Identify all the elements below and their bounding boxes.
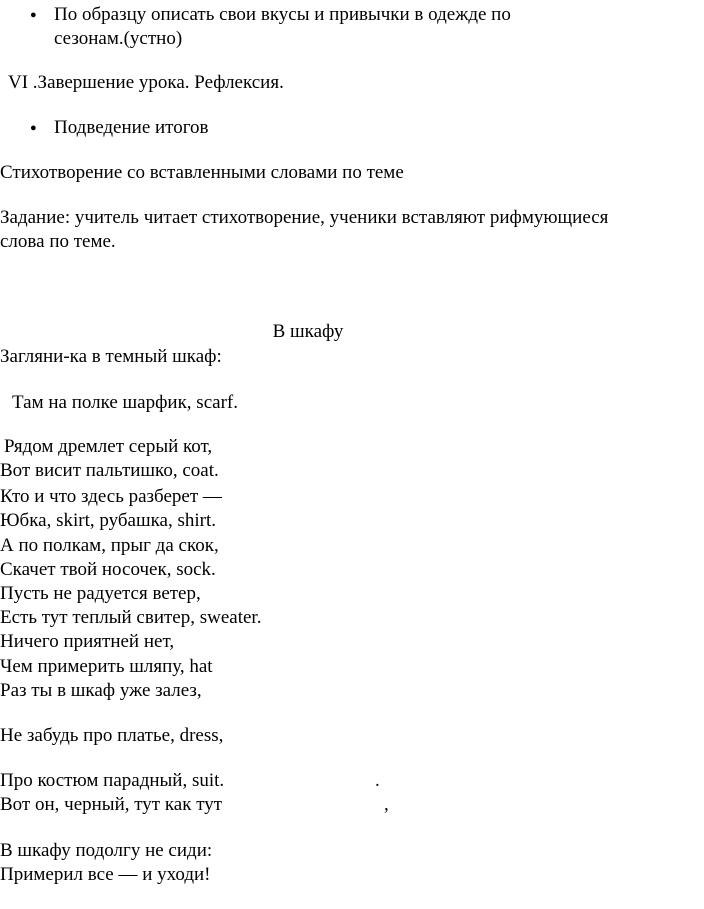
poem-intro: Стихотворение со вставленными словами по теме bbox=[0, 162, 404, 183]
stray-comma: , bbox=[384, 794, 389, 815]
poem-line: Скачет твой носочек, sock. bbox=[0, 559, 216, 580]
poem-line: Не забудь про платье, dress, bbox=[0, 725, 224, 746]
poem-line: Примерил все — и уходи! bbox=[0, 864, 211, 885]
poem-line: Ничего приятней нет, bbox=[0, 631, 175, 652]
bullet-marker-icon: ● bbox=[30, 9, 37, 21]
task-text: Задание: учитель читает стихотворение, ученики вставляют рифмующиеся bbox=[0, 207, 609, 228]
poem-line: Там на полке шарфик, scarf. bbox=[12, 392, 238, 413]
section-heading: VI .Завершение урока. Рефлексия. bbox=[8, 72, 284, 93]
poem-line: Есть тут теплый свитер, sweater. bbox=[0, 607, 262, 628]
poem-line: Рядом дремлет серый кот, bbox=[4, 436, 213, 457]
poem-line: Чем примерить шляпу, hat bbox=[0, 656, 213, 677]
poem-title: В шкафу bbox=[272, 321, 344, 342]
poem-line: Загляни-ка в темный шкаф: bbox=[0, 346, 222, 367]
poem-line: Кто и что здесь разберет — bbox=[0, 486, 222, 507]
stray-period: . bbox=[375, 770, 380, 791]
poem-line: Юбка, skirt, рубашка, shirt. bbox=[0, 510, 216, 531]
bullet-marker-icon: ● bbox=[30, 122, 37, 134]
poem-line: Про костюм парадный, suit. bbox=[0, 770, 225, 791]
poem-line: А по полкам, прыг да скок, bbox=[0, 535, 219, 556]
poem-line: В шкафу подолгу не сиди: bbox=[0, 840, 213, 861]
poem-line: Вот он, черный, тут как тут bbox=[0, 794, 223, 815]
bullet-item-text: По образцу описать свои вкусы и привычки в одежде по bbox=[54, 4, 511, 25]
bullet-item-text: Подведение итогов bbox=[54, 117, 209, 138]
poem-line: Вот висит пальтишко, coat. bbox=[0, 460, 219, 481]
poem-line: Пусть не радуется ветер, bbox=[0, 583, 201, 604]
poem-line: Раз ты в шкаф уже залез, bbox=[0, 680, 202, 701]
task-text-continued: слова по теме. bbox=[0, 231, 116, 252]
bullet-item-text-continued: сезонам.(устно) bbox=[54, 28, 183, 49]
